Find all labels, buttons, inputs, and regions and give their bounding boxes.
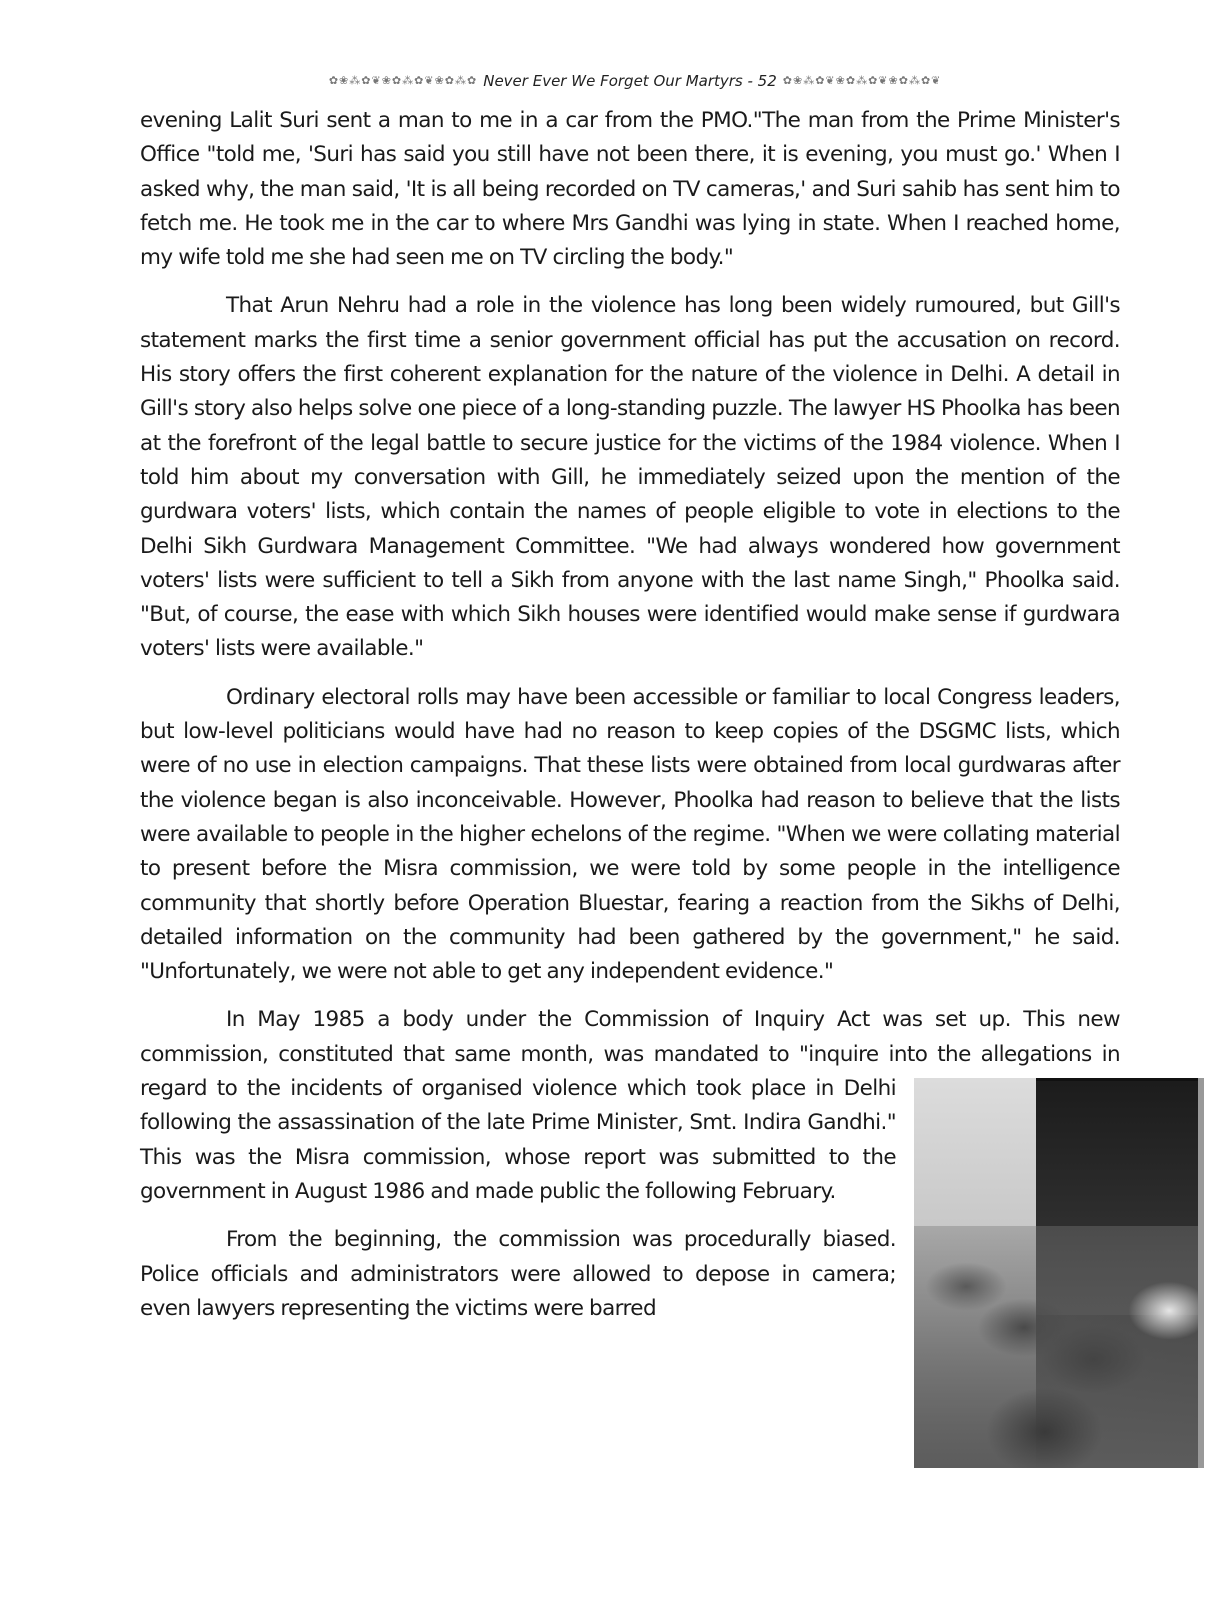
paragraph-4 xyxy=(140,1003,1120,1209)
body-text xyxy=(140,104,1120,1468)
paragraph-4-rest: allegations in regard to the incidents of organised violence which took place in Delhi following the assassination of the late Prime Minister, Smt. Indira Gandhi." This was the Misra commission, whose report was submitted to the government in August 1986 and made public the following February. xyxy=(140,1041,1120,1204)
paragraph-1: evening Lalit Suri sent a man to me in a car from the PMO."The man from the Prime Minister's Office "told me, 'Suri has said you still have not been there, it is evening, you must go.' When I asked why, the man said, 'It is all being recorded on TV cameras,' and Suri sahib has sent him to fetch me. He took me in the car to where Mrs Gandhi was lying in state. When I reached home, my wife told me she had seen me on TV circling the body." xyxy=(140,108,1120,271)
photo-figures xyxy=(914,1226,1204,1468)
photograph xyxy=(914,1078,1204,1468)
photo-edge xyxy=(1198,1078,1204,1468)
page-header-title: Never Ever We Forget Our Martyrs - 52 xyxy=(483,72,777,90)
paragraph-2: That Arun Nehru had a role in the violence has long been widely rumoured, but Gill's statement marks the first time a senior government official has put the accusation on record. His story offers the first coherent explanation for the nature of the violence in Delhi. A detail in Gill's story also helps solve one piece of a long-standing puzzle. The lawyer HS Phoolka has been at the forefront of the legal battle to secure justice for the victims of the 1984 violence. When I told him about my conversation with Gill, he immediately seized upon the mention of the gurdwara voters' lists, which contain the names of people eligible to vote in elections to the Delhi Sikh Gurdwara Management Committee. "We had always wondered how government voters' lists were sufficient to tell a Sikh from anyone with the last name Singh," Phoolka said. "But, of course, the ease with which Sikh houses were identified would make sense if gurdwara voters' lists were available." xyxy=(140,293,1120,662)
ornament-border-left: ✿❀⁂✿❦❀✿⁂✿❦❀✿⁂✿ xyxy=(328,75,478,87)
ornament-border-right: ✿❀⁂✿❦❀✿⁂✿❦❀✿⁂✿❦ xyxy=(782,75,942,87)
paragraph-4-lead: In May 1985 a body under the Commission of Inquiry Act was set up. This new commission, constituted that same month, was mandated to "inquire into the xyxy=(140,1007,1120,1067)
running-header xyxy=(140,66,1120,96)
paragraph-3: Ordinary electoral rolls may have been accessible or familiar to local Congress leaders, but low-level politicians would have had no reason to keep copies of the DSGMC lists, which were of no use in election campaigns. That these lists were obtained from local gurdwaras after the violence began is also inconceivable. However, Phoolka had reason to believe that the lists were available to people in the higher echelons of the regime. "When we were collating material to present before the Misra commission, we were told by some people in the intelligence community that shortly before Operation Bluestar, fearing a reaction from the Sikhs of Delhi, detailed information on the community had been gathered by the government," he said. "Unfortunately, we were not able to get any independent evidence." xyxy=(140,684,1120,985)
paragraph-5: From the beginning, the commission was procedurally biased. Police officials and administrators were allowed to depose in camera; even lawyers representing the victims were barred xyxy=(140,1227,896,1321)
